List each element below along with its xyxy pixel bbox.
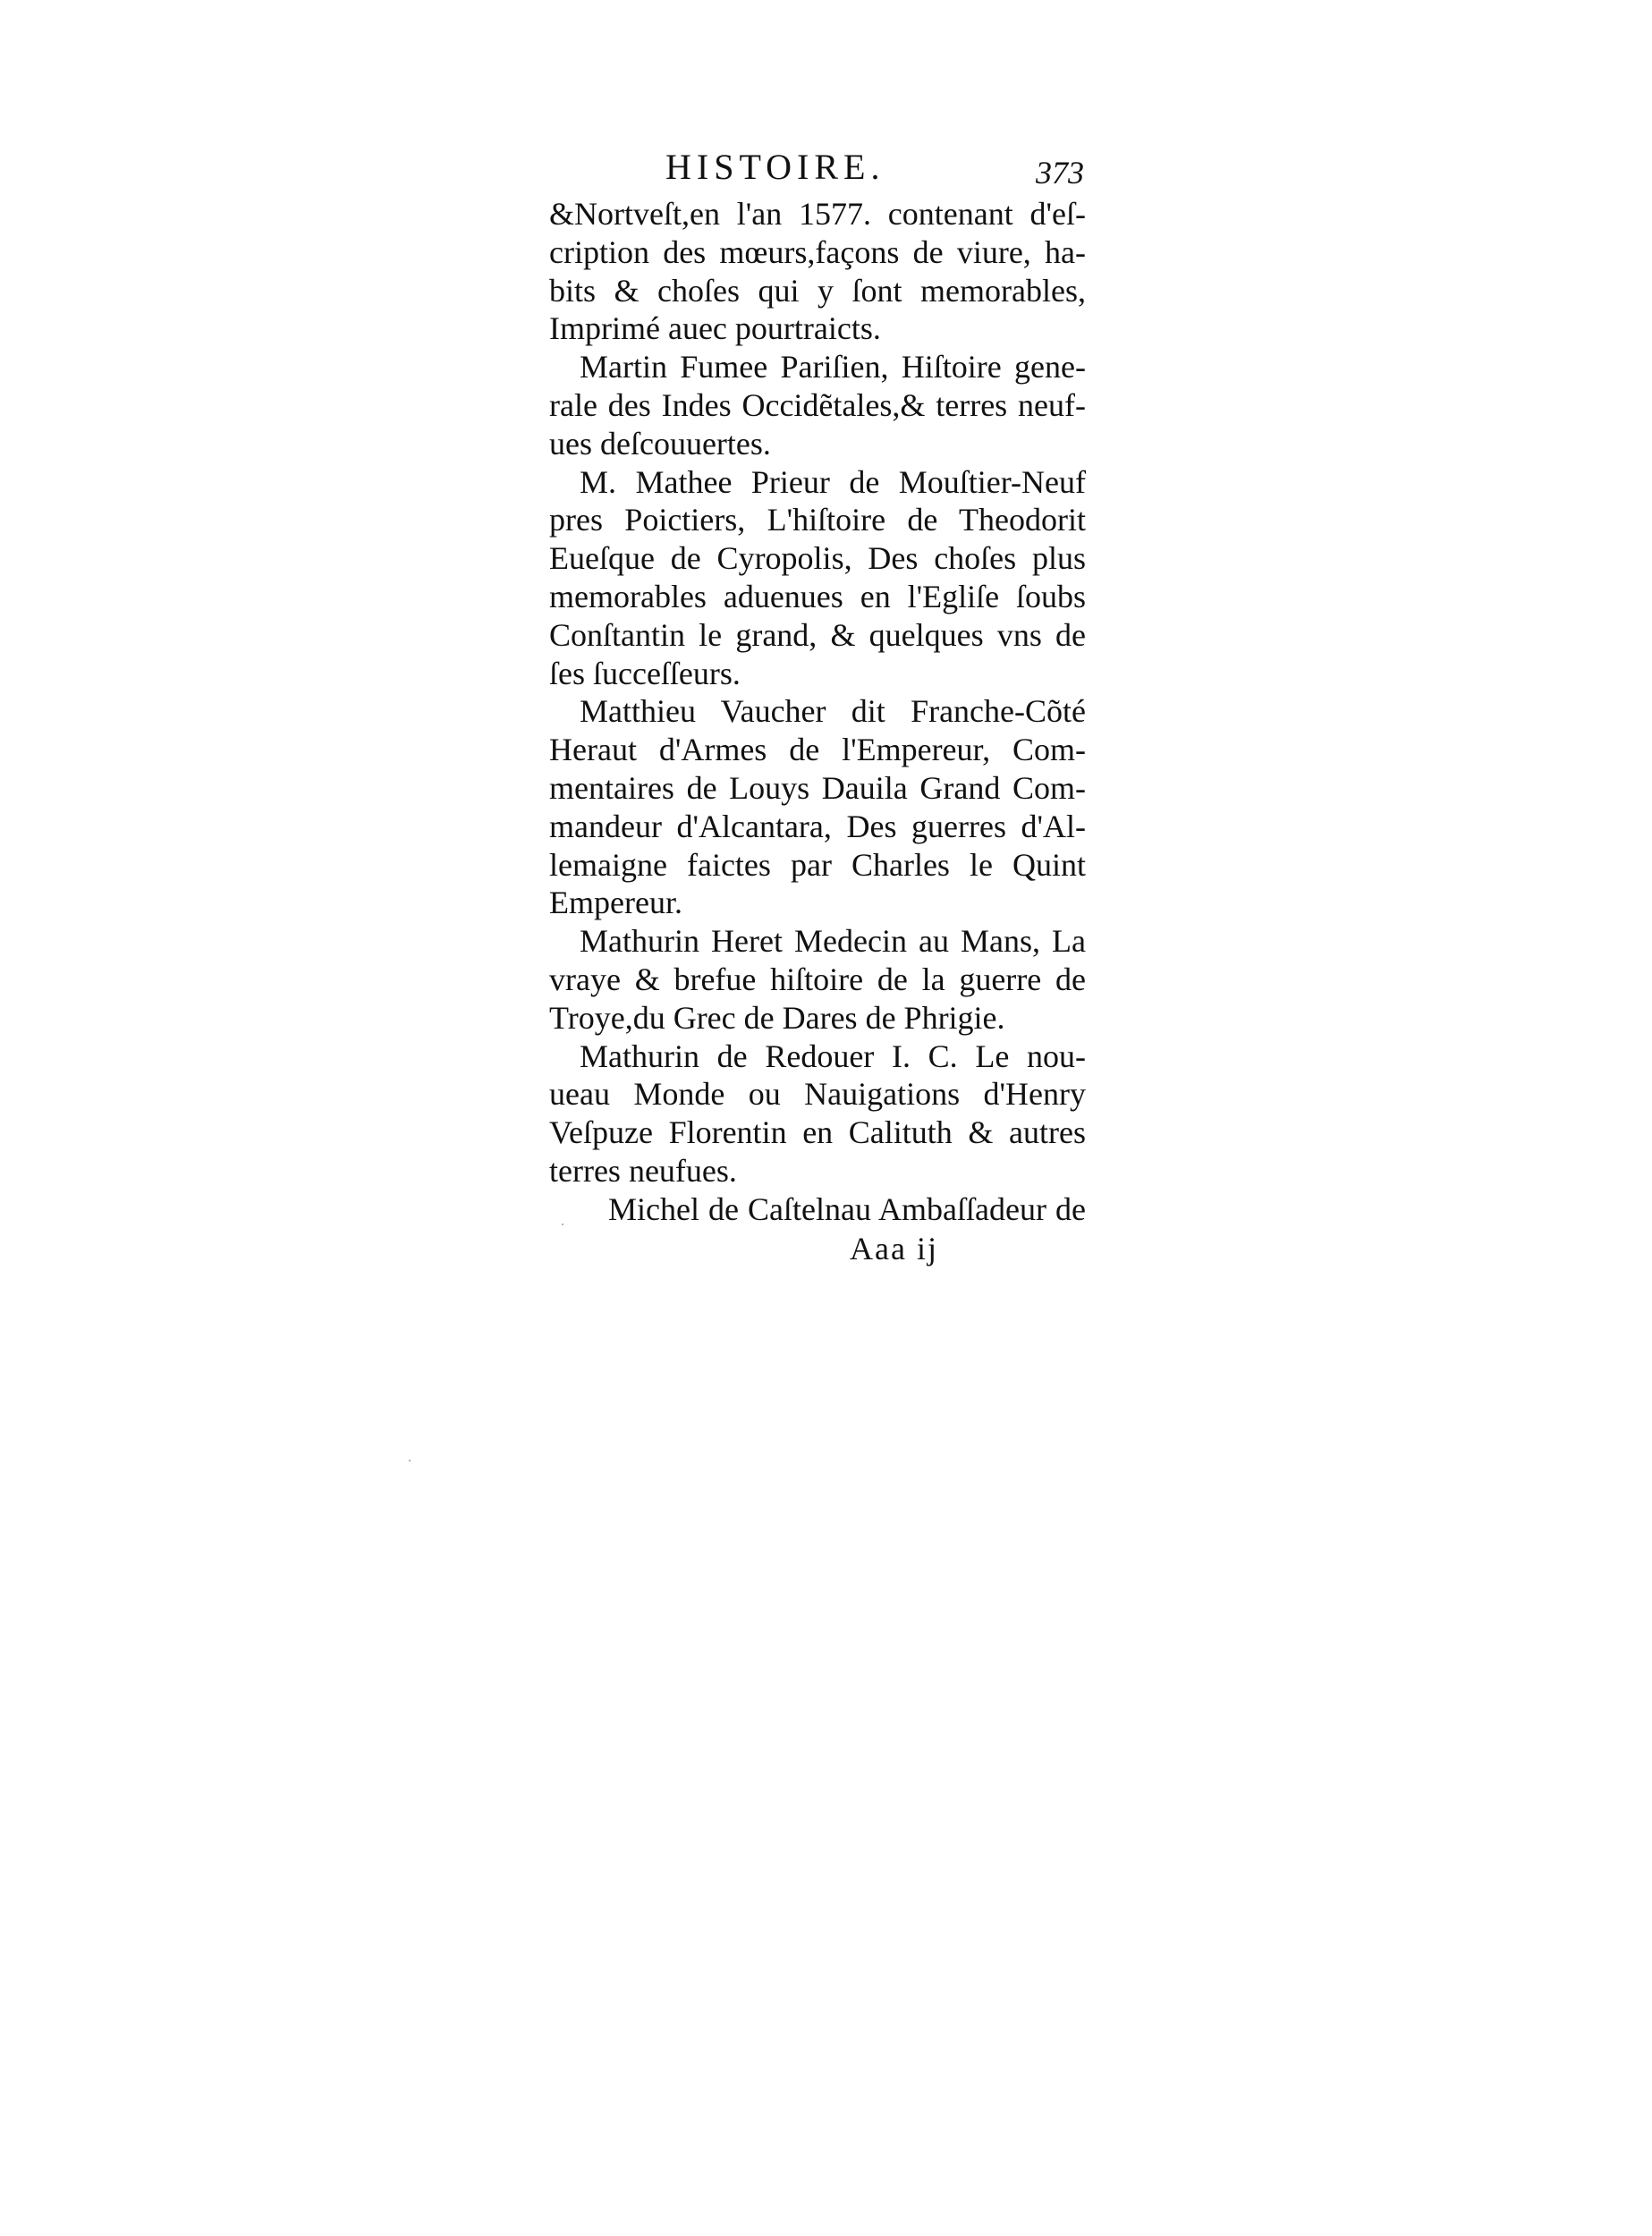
page-number: 373 — [1036, 155, 1084, 191]
entry-martin-fumee — [549, 348, 1086, 462]
entry-continuation — [549, 195, 1086, 348]
page-text-block — [549, 143, 1086, 1268]
text-line: ues deſcouuertes. — [549, 425, 771, 462]
entry-castelnau — [549, 1190, 1086, 1229]
running-title: HISTOIRE. — [665, 147, 885, 187]
signature-mark: Aaa ij — [850, 1230, 938, 1266]
entry-heret — [549, 922, 1086, 1037]
paper-speck — [562, 1224, 563, 1225]
text-line: Conſtantin le grand, & quelques vns de — [549, 616, 1086, 653]
text-line: mentaires de Louys Dauila Grand Com- — [549, 769, 1086, 806]
text-line: rale des Indes Occidẽtales,& terres neuf- — [549, 386, 1086, 423]
catchword-line: Michel de Caſtelnau Ambaſſadeur de — [608, 1190, 1086, 1227]
text-line: memorables aduenues en l'Egliſe ſoubs — [549, 578, 1086, 614]
text-line: terres neufues. — [549, 1152, 737, 1189]
text-line: lemaigne faictes par Charles le Quint — [549, 846, 1086, 883]
text-line: Empereur. — [549, 885, 682, 921]
entry-mathee — [549, 463, 1086, 693]
entry-vaucher — [549, 692, 1086, 922]
text-line: Troye,du Grec de Dares de Phrigie. — [549, 999, 1005, 1036]
text-line: Eueſque de Cyropolis, Des choſes plus — [549, 540, 1086, 577]
text-line: cription des mœurs,façons de viure, ha- — [549, 233, 1086, 270]
text-line: Veſpuze Florentin en Calituth & autres — [549, 1114, 1086, 1151]
text-line: Martin Fumee Pariſien, Hiſtoire gene- — [580, 349, 1086, 385]
text-line: ſes ſucceſſeurs. — [549, 655, 741, 691]
text-line: bits & choſes qui y ſont memorables, — [549, 272, 1086, 309]
running-head — [549, 143, 1086, 195]
text-line: vraye & brefue hiſtoire de la guerre de — [549, 961, 1086, 997]
text-line: mandeur d'Alcantara, Des guerres d'Al- — [549, 808, 1086, 844]
entry-redouer — [549, 1038, 1086, 1190]
text-line: Mathurin de Redouer I. C. Le nou- — [580, 1038, 1086, 1074]
text-line: M. Mathee Prieur de Mouſtier-Neuf — [580, 463, 1086, 500]
text-line: ueau Monde ou Nauigations d'Henry — [549, 1076, 1086, 1113]
text-line: pres Poictiers, L'hiſtoire de Theodorit — [549, 502, 1086, 538]
text-line: Heraut d'Armes de l'Empereur, Com- — [549, 732, 1086, 768]
text-line: Mathurin Heret Medecin au Mans, La — [580, 923, 1086, 960]
text-line: Imprimé auec pourtraicts. — [549, 310, 881, 347]
paper-speck — [409, 1460, 411, 1461]
text-line: &Nortveſt,en l'an 1577. contenant d'eſ- — [549, 196, 1086, 232]
text-line: Matthieu Vaucher dit Franche-Cõté — [580, 693, 1086, 730]
